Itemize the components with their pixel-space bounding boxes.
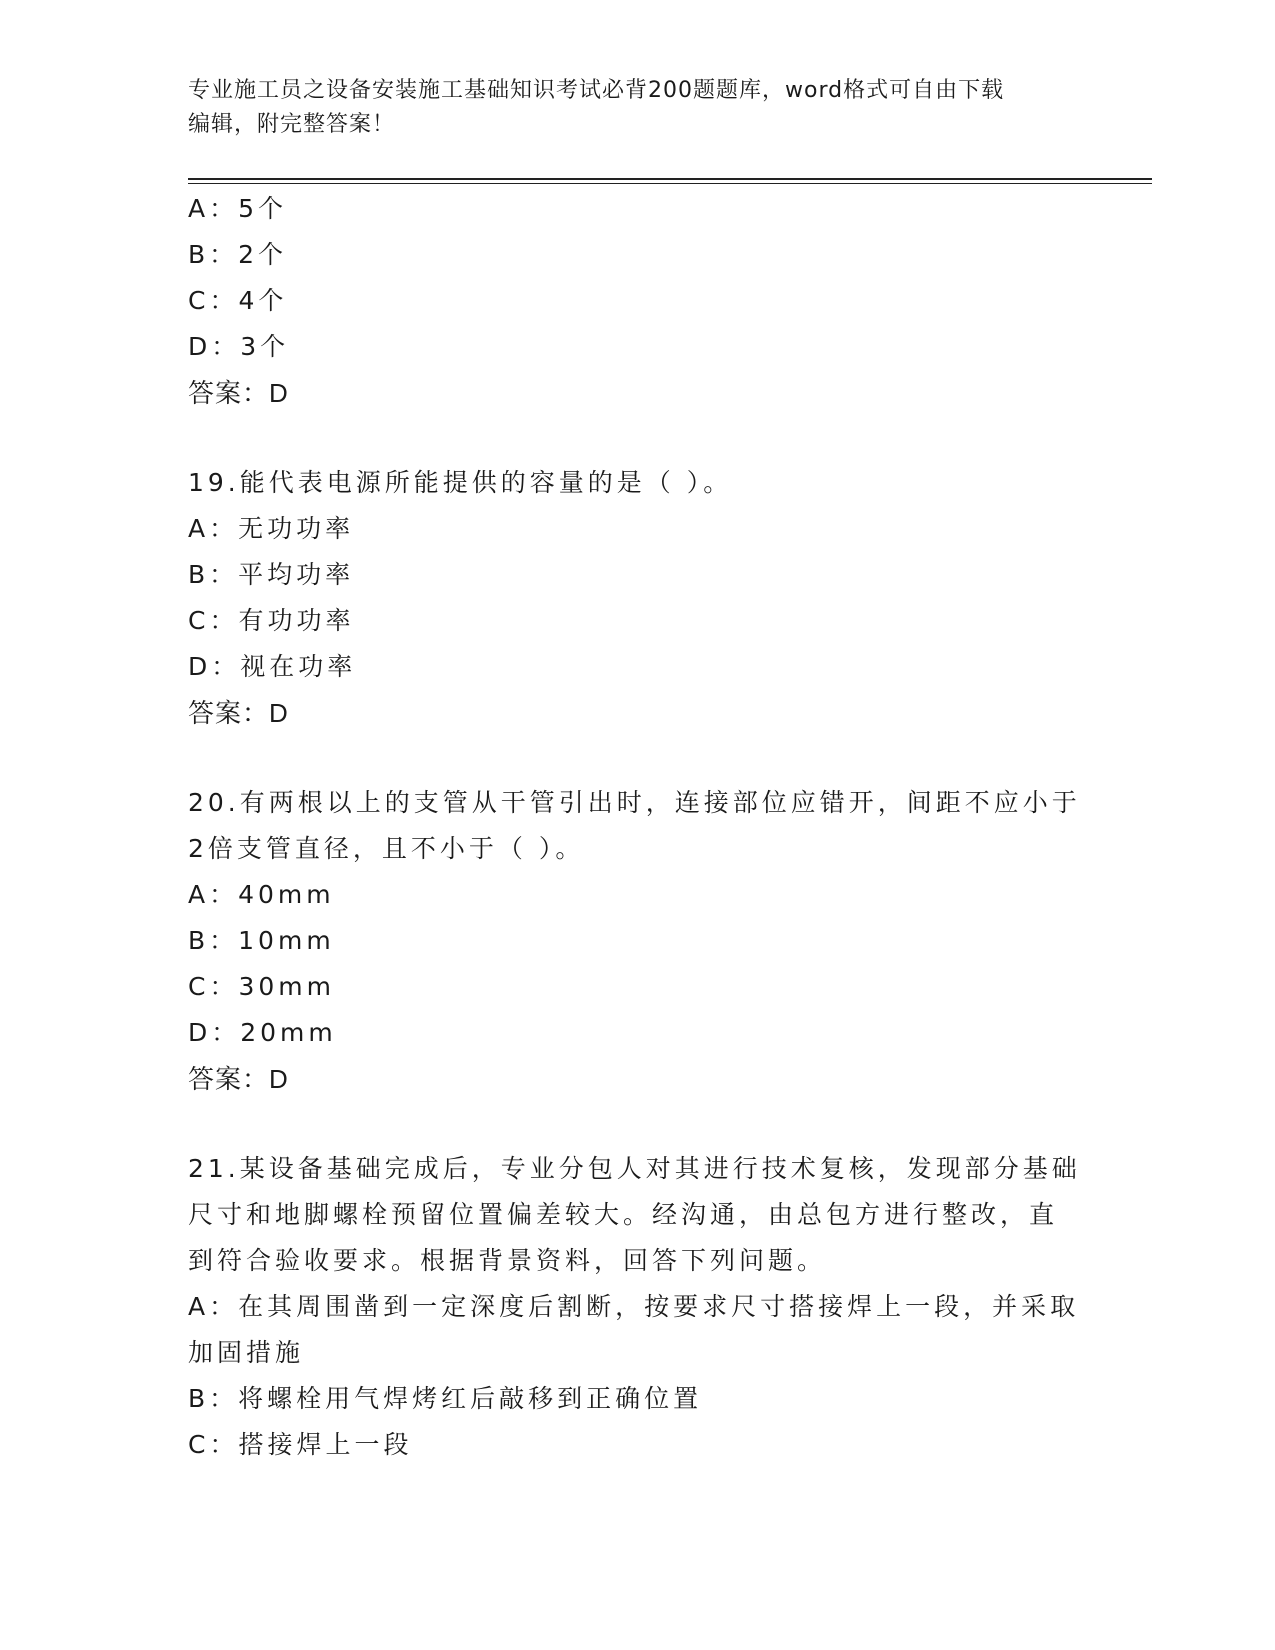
question-text-line-1: 21.某设备基础完成后，专业分包人对其进行技术复核，发现部分基础: [188, 1154, 1081, 1183]
spacer: [188, 736, 1088, 780]
option-d: D：20mm: [188, 1018, 337, 1047]
option-c: C：30mm: [188, 972, 335, 1001]
option-d: D：视在功率: [188, 652, 357, 681]
document-header: [188, 74, 1088, 142]
option-c: C：4个: [188, 286, 288, 315]
option-c: C：有功功率: [188, 606, 355, 635]
option-b: B：平均功率: [188, 560, 355, 589]
option-c: C：搭接焊上一段: [188, 1430, 413, 1459]
question-text-line-2: 尺寸和地脚螺栓预留位置偏差较大。经沟通，由总包方进行整改，直: [188, 1200, 1059, 1229]
header-line-1: 专业施工员之设备安装施工基础知识考试必背200题题库，word格式可自由下载: [188, 78, 1005, 103]
answer-label: 答案：D: [188, 378, 289, 408]
header-line-2: 编辑，附完整答案！: [188, 112, 396, 137]
question-text-line-3: 到符合验收要求。根据背景资料，回答下列问题。: [188, 1246, 827, 1275]
question-text: 19.能代表电源所能提供的容量的是（ ）。: [188, 468, 733, 497]
header-divider-thick: [188, 178, 1152, 180]
answer-label: 答案：D: [188, 1064, 289, 1094]
spacer: [188, 1102, 1088, 1146]
question-content: [188, 186, 1088, 1468]
option-d: D：3个: [188, 332, 290, 361]
question-text-line-2: 2倍支管直径，且不小于（ ）。: [188, 834, 585, 863]
option-a-line-2: 加固措施: [188, 1338, 305, 1367]
question-21: [188, 1146, 1088, 1468]
spacer: [188, 416, 1088, 460]
question-19: [188, 460, 1088, 736]
question-18: [188, 186, 1088, 416]
option-b: B：10mm: [188, 926, 335, 955]
option-a: A：无功功率: [188, 514, 355, 543]
option-b: B：将螺栓用气焊烤红后敲移到正确位置: [188, 1384, 703, 1413]
answer-label: 答案：D: [188, 698, 289, 728]
option-b: B：2个: [188, 240, 288, 269]
option-a-line-1: A：在其周围凿到一定深度后割断，按要求尺寸搭接焊上一段，并采取: [188, 1292, 1080, 1321]
question-20: [188, 780, 1088, 1102]
question-text-line-1: 20.有两根以上的支管从干管引出时，连接部位应错开，间距不应小于: [188, 788, 1081, 817]
option-a: A：5个: [188, 194, 288, 223]
option-a: A：40mm: [188, 880, 335, 909]
header-divider-thin: [188, 183, 1152, 184]
